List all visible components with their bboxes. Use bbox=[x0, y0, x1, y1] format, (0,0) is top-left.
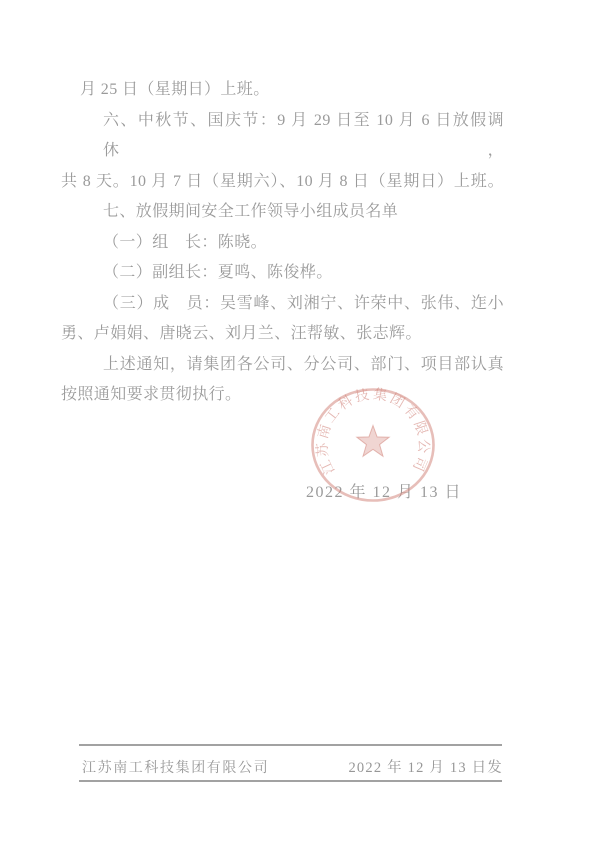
footer-issuer-name: 江苏南工科技集团有限公司 bbox=[82, 761, 270, 776]
body-line-deputy-leaders: （二）副组长：夏鸣、陈俊桦。 bbox=[103, 264, 333, 281]
body-line: 共 8 天。10 月 7 日（星期六）、10 月 8 日（星期日）上班。 bbox=[61, 172, 504, 190]
footer-rule-top bbox=[79, 744, 502, 746]
body-line-group-leader: （一）组 长：陈晓。 bbox=[103, 233, 268, 251]
body-line-holiday-midautumn: 六、中秋节、国庆节：9 月 29 日至 10 月 6 日放假调休， bbox=[103, 111, 504, 159]
footer-rule-bottom bbox=[79, 780, 502, 782]
body-line: 月 25 日（星期日）上班。 bbox=[80, 81, 270, 98]
body-line-closing: 上述通知，请集团各公司、分公司、部门、项目部认真 bbox=[103, 355, 504, 373]
seal-company-name: 江苏南工科技集团有限公司 bbox=[315, 387, 431, 477]
footer-issue-date: 2022 年 12 月 13 日发 bbox=[348, 760, 503, 776]
notice-body bbox=[61, 75, 504, 411]
body-line-members-cont: 勇、卢娟娟、唐晓云、刘月兰、汪帮敏、张志辉。 bbox=[61, 325, 422, 342]
star-icon bbox=[357, 426, 389, 457]
body-line-members: （三）成 员：吴雪峰、刘湘宁、许荣中、张伟、迮小 bbox=[103, 294, 504, 312]
body-line-section-seven: 七、放假期间安全工作领导小组成员名单 bbox=[103, 203, 399, 220]
body-line-closing-cont: 按照通知要求贯彻执行。 bbox=[61, 386, 242, 403]
signature-date: 2022 年 12 月 13 日 bbox=[306, 484, 463, 501]
